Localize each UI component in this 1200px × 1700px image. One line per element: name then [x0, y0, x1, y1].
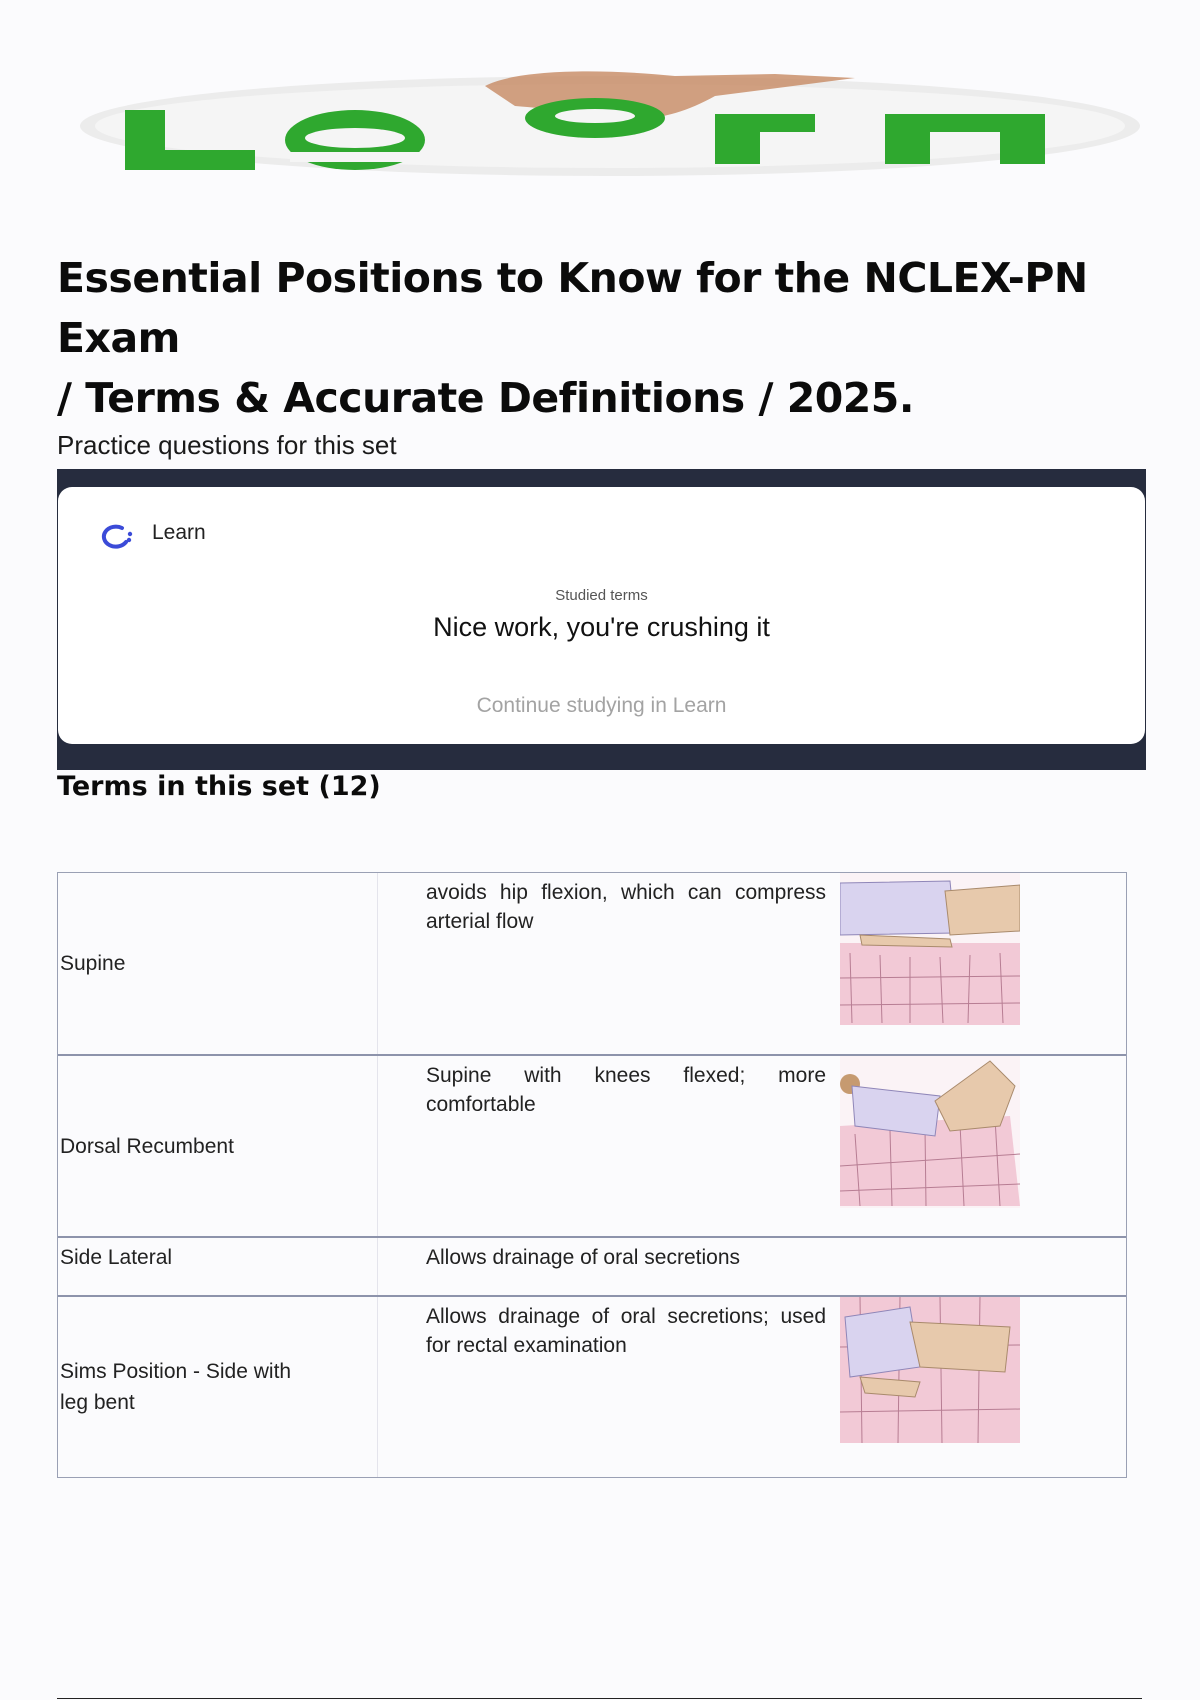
- page-title-line-1: Essential Positions to Know for the NCLEX-PN Exam: [57, 254, 1088, 362]
- learn-banner-graphic: [75, 68, 1145, 178]
- practice-section-label: Practice questions for this set: [57, 430, 397, 460]
- footer-rule: [57, 1698, 1142, 1699]
- term-cell: [58, 1297, 378, 1477]
- continue-studying-link[interactable]: Continue studying in Learn: [476, 694, 727, 717]
- learn-card[interactable]: [58, 487, 1145, 744]
- term-text: Dorsal Recumbent: [60, 1134, 234, 1158]
- definition-text: Allows drainage of oral secretions; used for rectal examination: [426, 1305, 826, 1357]
- term-cell: [58, 1056, 378, 1236]
- definition-text: Supine with knees flexed; more comfortable: [426, 1064, 826, 1116]
- term-cell: [58, 873, 378, 1054]
- learn-mode-label: Learn: [152, 521, 206, 544]
- term-text: Side Lateral: [60, 1246, 173, 1269]
- term-cell: [58, 1238, 378, 1295]
- terms-table: [57, 872, 1127, 1478]
- terms-heading: Terms in this set (12): [57, 771, 381, 802]
- learn-banner-logo: [75, 68, 1145, 178]
- term-text: Supine: [60, 952, 126, 975]
- term-row: [58, 1056, 1126, 1238]
- term-text: Sims Position - Side with leg bent: [60, 1360, 292, 1414]
- supine-illustration: [840, 873, 1020, 1025]
- definition-text: Allows drainage of oral secretions: [426, 1246, 740, 1269]
- page-title: [57, 248, 1117, 428]
- progress-message: Nice work, you're crushing it: [433, 612, 770, 642]
- dorsal-recumbent-illustration: [840, 1056, 1020, 1208]
- page-title-line-2: / Terms & Accurate Definitions / 2025.: [57, 374, 914, 422]
- learn-card-frame: [57, 469, 1146, 770]
- term-row: [58, 873, 1126, 1056]
- sims-illustration: [840, 1297, 1020, 1443]
- learn-loop-icon: [96, 520, 136, 552]
- definition-cell: [378, 1238, 1126, 1295]
- term-row: [58, 1238, 1126, 1297]
- studied-terms-caption: Studied terms: [555, 587, 648, 604]
- definition-text: avoids hip flexion, which can compress arterial flow: [426, 881, 826, 933]
- term-row: [58, 1297, 1126, 1477]
